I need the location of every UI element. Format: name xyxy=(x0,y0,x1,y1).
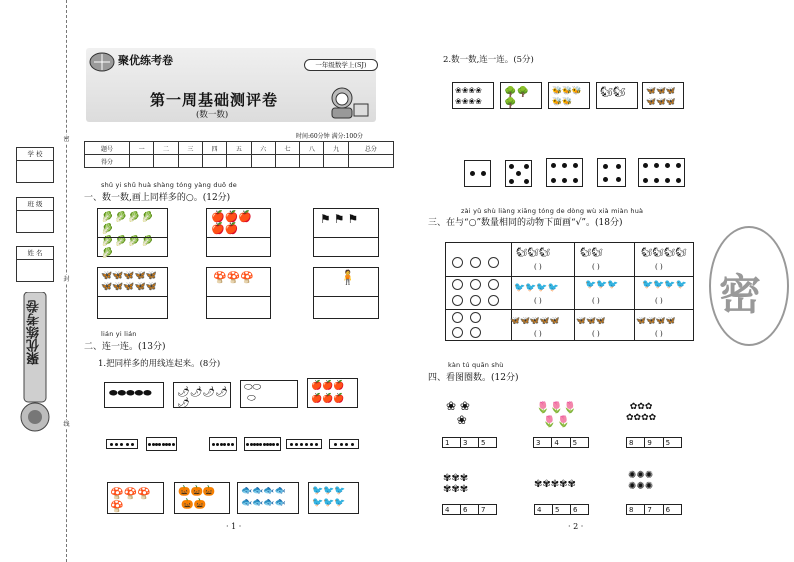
score-header-cell: 总分 xyxy=(348,142,393,155)
q3-circle xyxy=(488,295,499,306)
pepper-icons: 🌶🌶🌶🌶🌶 xyxy=(177,387,228,409)
score-header-cell: 四 xyxy=(202,142,226,155)
flower-icons: ❀ ❀ ❀ xyxy=(446,399,470,427)
page-number-left: · 1 · xyxy=(226,522,242,531)
pumpkin-icons: 🎃🎃🎃 🎃🎃 xyxy=(178,486,216,510)
butterfly-icons: 🦋🦋🦋 🦋🦋🦋 xyxy=(646,86,676,106)
q2-pinyin: lián yi lián xyxy=(101,330,137,338)
q2-box-melons[interactable] xyxy=(104,382,164,408)
answer-paren[interactable]: ( ) xyxy=(655,297,663,305)
q3-pinyin: zài yǔ shù liàng xiāng tóng de dòng wù xià miàn huà xyxy=(461,207,644,215)
choice-number[interactable]: 6 xyxy=(665,506,671,514)
bird-icons: 🐦🐦🐦🐦 xyxy=(514,283,559,293)
q2-sub1: 1.把同样多的用线连起来。(8分) xyxy=(98,359,221,369)
q1-box-child[interactable] xyxy=(313,267,379,319)
answer-paren[interactable]: ( ) xyxy=(592,330,600,338)
flag-icons: ⚑⚑⚑ xyxy=(320,212,362,226)
choice-number[interactable]: 5 xyxy=(665,439,671,447)
q1-box-butterflies[interactable] xyxy=(97,267,168,319)
bird-icons: 🐦🐦🐦🐦 xyxy=(642,280,687,290)
class-field[interactable] xyxy=(16,197,54,233)
flower-icons: 🌷🌷🌷 🌷🌷 xyxy=(536,401,578,428)
q3-circle xyxy=(470,257,481,268)
school-field[interactable] xyxy=(16,147,54,183)
q4-choice-row[interactable] xyxy=(533,437,589,448)
die-4[interactable] xyxy=(597,158,626,187)
q2-box-peppers[interactable] xyxy=(173,382,231,408)
score-header-cell: 六 xyxy=(251,142,275,155)
q2-box-fish[interactable] xyxy=(237,482,299,514)
dots-6b[interactable] xyxy=(286,439,322,449)
tree-icons: 🌳🌳🌳 xyxy=(504,87,529,109)
score-header-cell: 三 xyxy=(178,142,202,155)
q4-choice-row[interactable] xyxy=(442,437,497,448)
sidebar xyxy=(0,0,70,562)
q4-choice-row[interactable] xyxy=(442,504,497,515)
score-header-cell: 二 xyxy=(154,142,178,155)
answer-paren[interactable]: ( ) xyxy=(534,297,542,305)
choice-number[interactable]: 1 xyxy=(443,438,461,447)
page-subtitle: (数一数) xyxy=(196,110,229,120)
q3-circle xyxy=(488,279,499,290)
q1-box-apples[interactable] xyxy=(206,208,271,257)
q2-2-box-flowers[interactable] xyxy=(452,82,494,109)
squirrel-icons: 🐿🐿🐿 xyxy=(516,248,551,258)
choice-number[interactable]: 6 xyxy=(461,505,479,514)
q2-title: 二、连一连。(13分) xyxy=(84,342,166,352)
q3-circle xyxy=(452,279,463,290)
plate-icons: ⬭⬭ ⬭ xyxy=(244,382,262,404)
choice-number[interactable]: 5 xyxy=(553,505,571,514)
choice-number[interactable]: 9 xyxy=(645,438,663,447)
bee-icons: 🐝🐝🐝 🐝🐝 xyxy=(552,86,582,106)
die-5[interactable] xyxy=(505,160,532,187)
q2-2-box-bees[interactable] xyxy=(548,82,590,109)
q2-sub2: 2.数一数,连一连。(5分) xyxy=(443,55,534,65)
leaf-icons: 🥬🥬🥬🥬🥬 🥬🥬🥬🥬🥬 xyxy=(101,212,155,259)
choice-number[interactable]: 4 xyxy=(535,505,553,514)
q4-choice-row[interactable] xyxy=(626,437,682,448)
dots-4[interactable] xyxy=(329,439,359,449)
mushroom-icons: 🍄🍄🍄🍄 xyxy=(110,487,152,513)
dots-8[interactable] xyxy=(146,437,177,451)
choice-number[interactable]: 6 xyxy=(573,506,578,514)
q3-title: 三、在与“○”数量相同的动物下面画“√”。(18分) xyxy=(428,218,623,228)
seal-stamp xyxy=(709,226,789,346)
sidebar-brand-text: 聚优练考卷 xyxy=(27,300,42,365)
q2-box-apples[interactable] xyxy=(307,378,358,408)
q2-box-mushrooms[interactable] xyxy=(107,482,164,514)
q2-2-box-squirrels[interactable] xyxy=(596,82,638,109)
q3-circle xyxy=(452,312,463,323)
flower-icons: ✺✺✺ ✺✺✺ xyxy=(628,470,654,492)
apple-icons: 🍎🍎🍎 🍎🍎 xyxy=(211,210,253,235)
dots-10[interactable] xyxy=(244,437,281,451)
score-table-score-row xyxy=(85,155,394,168)
fish-icons: 🐟🐟🐟🐟 🐟🐟🐟🐟 xyxy=(241,486,286,508)
score-cell[interactable] xyxy=(154,155,178,168)
q3-circle xyxy=(470,327,481,338)
butterfly-icons: 🦋🦋🦋🦋🦋 xyxy=(510,316,560,325)
q3-circle xyxy=(452,327,463,338)
choice-number[interactable]: 7 xyxy=(645,505,663,514)
answer-paren[interactable]: ( ) xyxy=(534,263,542,271)
q2-2-box-butterflies[interactable] xyxy=(642,82,684,109)
score-cell[interactable] xyxy=(251,155,275,168)
score-header-cell: 七 xyxy=(275,142,299,155)
choice-number[interactable]: 8 xyxy=(627,505,645,514)
die-2[interactable] xyxy=(464,160,491,187)
flower-icons: ✾✾✾✾✾ xyxy=(534,479,576,490)
grade-badge: 一年级数学上(SJ) xyxy=(304,59,378,71)
score-row-label: 得分 xyxy=(85,155,130,168)
flower-icons: ✿✿✿ ✿✿✿✿ xyxy=(626,402,657,423)
answer-paren[interactable]: ( ) xyxy=(592,263,600,271)
score-cell[interactable] xyxy=(178,155,202,168)
melon-icons: ⬬⬬⬬⬬⬬ xyxy=(109,388,152,399)
score-cell[interactable] xyxy=(227,155,251,168)
die-6[interactable] xyxy=(546,158,583,187)
score-header-cell: 九 xyxy=(324,142,348,155)
mushroom-icons: 🍄🍄🍄 xyxy=(213,271,255,284)
score-header-cell: 八 xyxy=(300,142,324,155)
score-header-cell: 五 xyxy=(227,142,251,155)
score-cell[interactable] xyxy=(130,155,154,168)
butterfly-icons: 🦋🦋🦋🦋🦋 🦋🦋🦋🦋🦋 xyxy=(101,271,158,292)
score-cell[interactable] xyxy=(202,155,226,168)
choice-number[interactable]: 8 xyxy=(627,438,645,447)
name-field[interactable] xyxy=(16,246,54,282)
flower-icons: ❀❀❀❀ ❀❀❀❀ xyxy=(455,86,482,106)
q1-box-mushrooms[interactable] xyxy=(206,267,271,319)
cut-mark-1: 密 xyxy=(63,136,70,143)
score-cell[interactable] xyxy=(324,155,348,168)
choice-number[interactable]: 4 xyxy=(552,438,570,447)
score-cell[interactable] xyxy=(348,155,393,168)
q4-choice-row[interactable] xyxy=(534,504,589,515)
answer-paren[interactable]: ( ) xyxy=(592,297,600,305)
answer-paren[interactable]: ( ) xyxy=(534,330,542,338)
squirrel-icons: 🐿🐿 xyxy=(600,87,626,98)
score-header-cell: 一 xyxy=(130,142,154,155)
bird-icons: 🐦🐦🐦 🐦🐦🐦 xyxy=(312,486,346,508)
choice-number[interactable]: 3 xyxy=(534,438,552,447)
page-number-right: · 2 · xyxy=(568,522,584,531)
cut-mark-2: 封 xyxy=(63,276,70,283)
brand-name: 聚优练考卷 xyxy=(118,54,173,67)
score-cell[interactable] xyxy=(300,155,324,168)
dots-6[interactable] xyxy=(209,437,237,451)
page-title: 第一周基础测评卷 xyxy=(150,91,279,109)
q2-box-pumpkins[interactable] xyxy=(174,482,230,514)
girl-illustration xyxy=(320,84,372,120)
squirrel-icons: 🐿🐿 xyxy=(580,248,603,258)
choice-number[interactable]: 7 xyxy=(481,506,486,514)
time-score-text: 时间:60分钟 满分:100分 xyxy=(296,133,364,140)
score-header-cell: 题号 xyxy=(85,142,130,155)
q2-2-box-trees[interactable] xyxy=(500,82,542,109)
q1-box-flags[interactable] xyxy=(313,208,379,257)
name-label: 姓 名 xyxy=(17,247,53,260)
score-table xyxy=(84,141,394,168)
score-table-header-row xyxy=(85,142,394,155)
class-label: 班 级 xyxy=(17,198,53,211)
cut-mark-3: 线 xyxy=(63,421,70,428)
seal-stamp-text: 密 xyxy=(719,270,762,319)
q2-box-birds[interactable] xyxy=(308,482,359,514)
school-label: 学 校 xyxy=(17,148,53,161)
apple-icons: 🍎🍎🍎 🍎🍎🍎 xyxy=(311,381,345,404)
q3-circle xyxy=(488,257,499,268)
q4-choice-row[interactable] xyxy=(626,504,682,515)
q3-circle xyxy=(470,295,481,306)
q1-title: 一、数一数,画上同样多的○。(12分) xyxy=(84,193,231,203)
butterfly-icons: 🦋🦋🦋🦋 xyxy=(636,316,676,325)
q3-circle xyxy=(452,257,463,268)
q1-pinyin: shǔ yi shǔ huà shàng tóng yàng duō de xyxy=(101,181,237,189)
bird-icons: 🐦🐦🐦 xyxy=(585,280,619,290)
answer-paren[interactable]: ( ) xyxy=(655,330,663,338)
q3-circle xyxy=(452,295,463,306)
q3-circle xyxy=(470,312,481,323)
answer-paren[interactable]: ( ) xyxy=(655,263,663,271)
child-icon: 🧍 xyxy=(339,270,357,286)
dots-5[interactable] xyxy=(106,439,138,449)
q4-pinyin: kàn tú quān shù xyxy=(448,361,504,369)
q1-box-leaves[interactable] xyxy=(97,208,168,257)
choice-number[interactable]: 3 xyxy=(461,438,479,447)
q4-title: 四、看图圈数。(12分) xyxy=(428,373,519,383)
squirrel-icons: 🐿🐿🐿🐿 xyxy=(641,248,687,258)
q3-circle xyxy=(470,279,481,290)
score-cell[interactable] xyxy=(275,155,299,168)
choice-number[interactable]: 5 xyxy=(481,439,486,447)
choice-number[interactable]: 5 xyxy=(572,439,578,447)
die-8[interactable] xyxy=(638,158,685,187)
q2-box-plates[interactable] xyxy=(240,380,298,408)
butterfly-icons: 🦋🦋🦋 xyxy=(576,316,606,325)
sidebar-brand-logo xyxy=(16,292,56,442)
flower-icons: ✾✾✾ ✾✾✾ xyxy=(443,473,469,495)
choice-number[interactable]: 4 xyxy=(443,505,461,514)
